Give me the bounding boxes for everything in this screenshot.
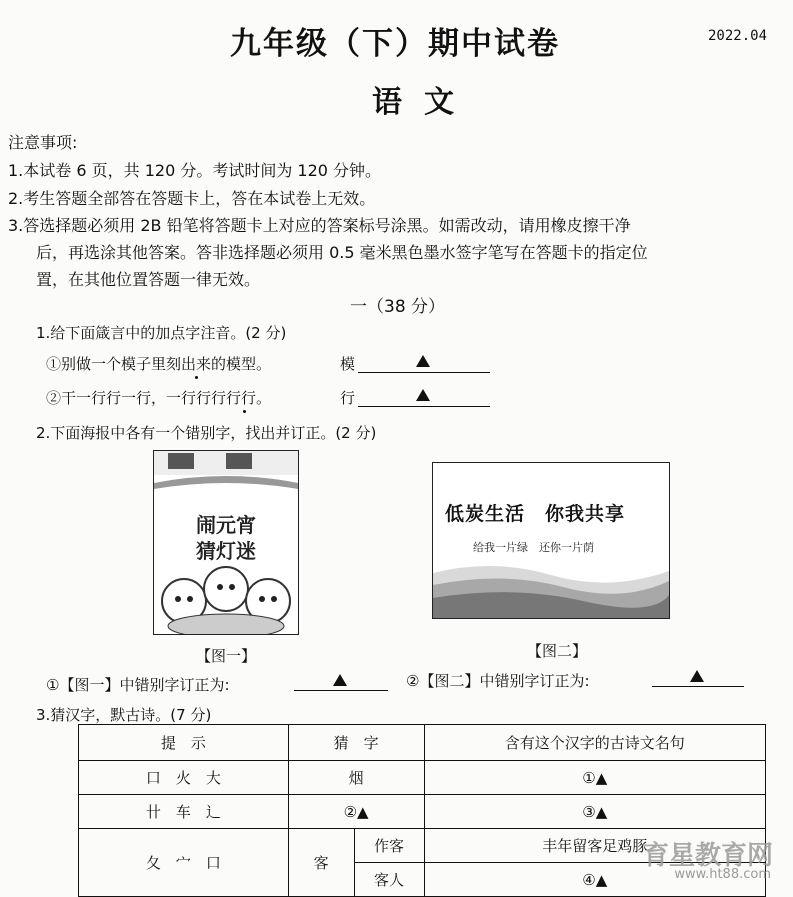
table-header-cell: 含有这个汉字的古诗文名句 <box>424 725 766 761</box>
poster1-line1: 闹元宵 <box>196 513 256 537</box>
note-item: 置，在其他位置答题一律无效。 <box>36 270 261 289</box>
emphasis-dot <box>195 376 198 379</box>
note-item: 2.考生答题全部答在答题卡上，答在本试卷上无效。 <box>8 189 376 208</box>
word-cell: 客人 <box>354 863 424 897</box>
q2-answer-2-label: ②【图二】中错别字订正为: <box>406 672 590 690</box>
word-cell: 作客 <box>354 829 424 863</box>
page-title: 九年级（下）期中试卷 <box>230 26 560 62</box>
q1-char-2: 行 <box>340 389 356 407</box>
q1-sentence-2: ②干一行行一行，一行行行行行。 <box>46 389 272 407</box>
poster-low-carbon <box>432 462 670 619</box>
poster2-slogan: 低炭生活 你我共享 <box>445 503 626 525</box>
hint-cell: 卄 车 辶 <box>79 795 289 829</box>
answer-mark-icon <box>416 389 430 401</box>
watermark-url: www.ht88.com <box>674 867 771 882</box>
q1-char-1: 模 <box>340 355 356 373</box>
poem-cell[interactable]: ①▲ <box>424 761 766 795</box>
poster1-caption: 【图一】 <box>196 647 257 665</box>
answer-mark-icon <box>416 355 430 367</box>
notes-heading: 注意事项: <box>8 133 78 152</box>
note-item: 3.答选择题必须用 2B 铅笔将答题卡上对应的答案标号涂黑。如需改动，请用橡皮擦干净 <box>8 216 631 235</box>
table-header-cell: 猜 字 <box>288 725 424 761</box>
table-row <box>79 795 766 829</box>
table-header-row <box>79 725 766 761</box>
question-3-stem: 3.猜汉字，默古诗。(7 分) <box>36 706 212 724</box>
hint-cell: 口 火 大 <box>79 761 289 795</box>
subject-title: 语文 <box>372 85 476 120</box>
poem-cell[interactable]: ④▲ <box>424 863 766 897</box>
note-item: 1.本试卷 6 页，共 120 分。考试时间为 120 分钟。 <box>8 161 382 180</box>
exam-date: 2022.04 <box>708 28 768 44</box>
table-header-cell: 提 示 <box>79 725 289 761</box>
answer-mark-icon <box>333 674 347 686</box>
guess-cell[interactable]: ②▲ <box>288 795 424 829</box>
hint-cell: 夂 宀 口 <box>79 829 289 897</box>
poem-cell: 丰年留客足鸡豚 <box>424 829 766 863</box>
section-title: 一（38 分） <box>350 297 446 317</box>
note-item: 后，再选涂其他答案。答非选择题必须用 0.5 毫米黑色墨水签字笔写在答题卡的指定位 <box>36 243 648 262</box>
emphasis-dot <box>243 410 246 413</box>
poster2-subslogan: 给我一片绿 还你一片荫 <box>473 541 594 554</box>
q2-answer-1-label: ①【图一】中错别字订正为: <box>46 676 230 694</box>
question-2-stem: 2.下面海报中各有一个错别字，找出并订正。(2 分) <box>36 424 377 442</box>
poster-lantern-festival <box>153 450 299 635</box>
watermark-logo: 育星教育网 <box>642 841 773 871</box>
poster1-line2: 猜灯迷 <box>196 539 256 563</box>
guess-cell: 客 <box>288 829 354 897</box>
answer-mark-icon <box>690 670 704 682</box>
table-row <box>79 761 766 795</box>
q1-sentence-1: ①别做一个模子里刻出来的模型。 <box>46 355 272 373</box>
guess-cell: 烟 <box>288 761 424 795</box>
question-1-stem: 1.给下面箴言中的加点字注音。(2 分) <box>36 324 287 342</box>
poster2-caption: 【图二】 <box>527 642 588 660</box>
poem-cell[interactable]: ③▲ <box>424 795 766 829</box>
